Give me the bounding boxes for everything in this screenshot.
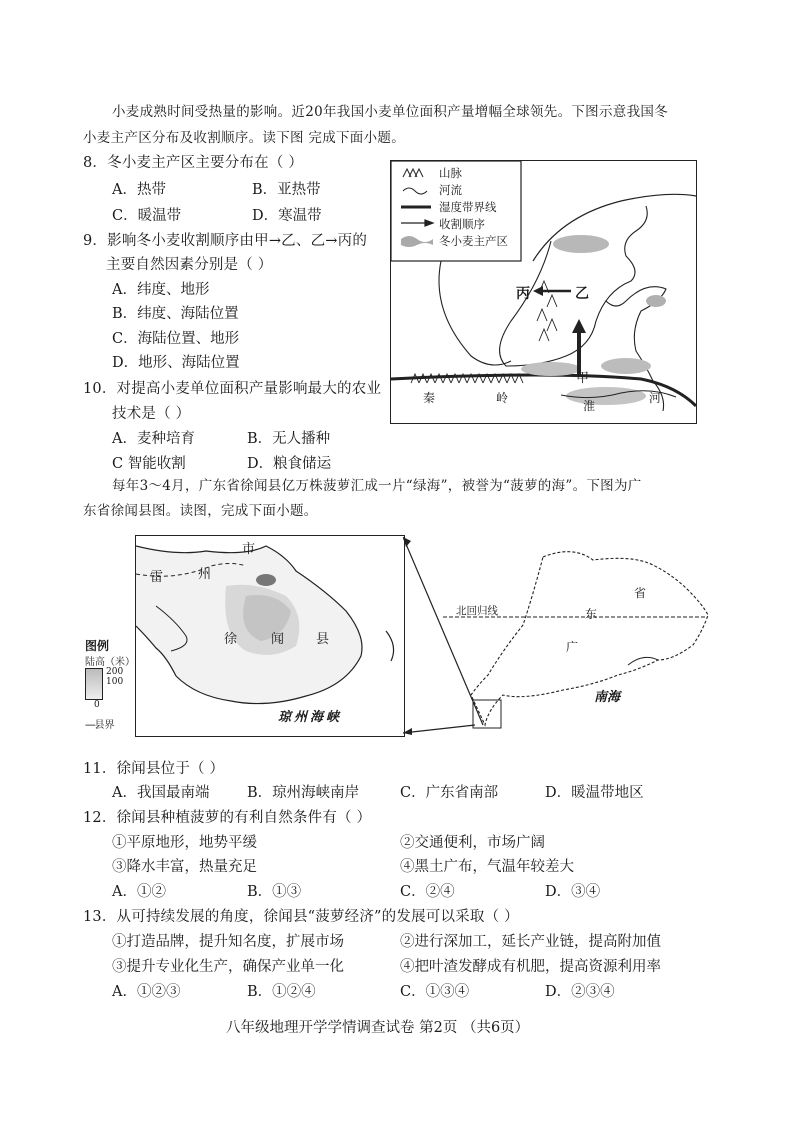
map2-legend-sub: 陆高（米） [85, 657, 135, 668]
q9-option-a[interactable]: A．纬度、地形 [112, 282, 210, 298]
q10-stem-line1: 10．对提高小麦单位面积产量影响最大的农业 [83, 381, 382, 397]
label-guang: 广 [566, 640, 579, 654]
q8-option-c[interactable]: C．暖温带 [112, 208, 182, 224]
label-ling: 岭 [496, 391, 509, 405]
q10-stem-line2: 技术是（ ） [112, 406, 191, 422]
q9-option-d[interactable]: D．地形、海陆位置 [112, 355, 240, 371]
q12-statement-3: ③降水丰富，热量充足 [112, 859, 257, 875]
q10-option-d[interactable]: D．粮食储运 [247, 456, 332, 472]
wheat-map-drawing [391, 161, 696, 423]
label-yi: 乙 [575, 286, 589, 302]
label-south-china-sea: 南海 [594, 690, 621, 705]
q11-option-c[interactable]: C．广东省南部 [400, 785, 499, 801]
label-sheng: 省 [634, 586, 647, 600]
legend-county-border: ----县界 [85, 720, 115, 731]
q13-statement-3: ③提升专业化生产，确保产业单一化 [112, 959, 344, 975]
q11-stem: 11．徐闻县位于（ ） [83, 761, 225, 777]
q11-option-d[interactable]: D．暖温带地区 [545, 785, 644, 801]
wheat-map [390, 160, 697, 424]
q11-option-a[interactable]: A．我国最南端 [112, 785, 210, 801]
q8-option-b[interactable]: B．亚热带 [252, 182, 321, 198]
q13-option-a[interactable]: A．①②③ [112, 984, 181, 1000]
intro2-line1: 每年3～4月，广东省徐闻县亿万株菠萝汇成一片“绿海”，被誉为“菠萝的海”。下图为广 [112, 478, 642, 494]
q9-stem-line1: 9．影响冬小麦收割顺序由甲→乙、乙→丙的 [83, 233, 368, 249]
q10-option-c[interactable]: C 智能收割 [112, 456, 186, 472]
xuwen-map-drawing [136, 536, 404, 736]
q13-statement-4: ④把叶渣发酵成有机肥，提高资源利用率 [400, 959, 661, 975]
q8-stem: 8．冬小麦主产区主要分布在（ ） [83, 155, 304, 171]
q9-option-c[interactable]: C．海陆位置、地形 [112, 331, 240, 347]
q10-option-a[interactable]: A．麦种培育 [112, 431, 195, 447]
q8-option-d[interactable]: D．寒温带 [252, 208, 322, 224]
q12-statement-2: ②交通便利，市场广阔 [400, 835, 545, 851]
legend-val-200: 200 [106, 667, 124, 677]
legend-harvest-order: 收割顺序 [439, 217, 485, 231]
label-tropic-of-cancer: 北回归线 [456, 605, 498, 617]
elevation-legend-swatch [85, 668, 103, 700]
guangdong-map [403, 535, 713, 735]
q12-option-c[interactable]: C．②④ [400, 884, 455, 900]
label-wen: 闻 [271, 632, 285, 647]
label-huai: 淮 [583, 399, 596, 413]
q13-statement-2: ②进行深加工，延长产业链，提高附加值 [400, 934, 661, 950]
q12-option-b[interactable]: B．①③ [247, 884, 302, 900]
q11-option-b[interactable]: B．琼州海峡南岸 [247, 785, 360, 801]
q13-statement-1: ①打造品牌，提升知名度，扩展市场 [112, 934, 344, 950]
q12-statement-1: ①平原地形，地势平缓 [112, 835, 257, 851]
map2-legend-title: 图例 [85, 639, 110, 653]
q9-option-b[interactable]: B．纬度、海陆位置 [112, 306, 239, 322]
q13-option-c[interactable]: C．①③④ [400, 984, 470, 1000]
label-qin: 秦 [423, 391, 436, 405]
legend-val-0: 0 [94, 700, 100, 710]
label-bing: 丙 [516, 286, 530, 302]
label-he: 河 [649, 391, 662, 405]
q13-option-b[interactable]: B．①②④ [247, 984, 316, 1000]
label-qiongzhou-strait: 琼州海峡 [278, 710, 343, 725]
legend-river: 河流 [439, 183, 462, 197]
label-shi: 市 [242, 542, 256, 557]
intro1-line1: 小麦成熟时间受热量的影响。近20年我国小麦单位面积产量增幅全球领先。下图示意我国冬 [112, 104, 668, 120]
label-lei: 雷 [150, 570, 164, 585]
q9-stem-line2: 主要自然因素分别是（ ） [106, 257, 273, 273]
q13-stem: 13．从可持续发展的角度，徐闻县“菠萝经济”的发展可以采取（ ） [83, 909, 519, 925]
legend-humidity-line: 湿度带界线 [439, 200, 497, 214]
q12-stem: 12．徐闻县种植菠萝的有利自然条件有（ ） [83, 810, 372, 826]
label-xian: 县 [316, 632, 330, 647]
legend-mountain: 山脉 [439, 166, 462, 180]
q8-option-a[interactable]: A．热带 [112, 182, 166, 198]
q12-option-a[interactable]: A．①② [112, 884, 166, 900]
label-zhou: 州 [198, 567, 212, 582]
xuwen-map [135, 535, 405, 737]
label-jia: 甲 [576, 371, 590, 386]
label-xu: 徐 [224, 632, 238, 647]
legend-val-100: 100 [106, 677, 124, 687]
q12-statement-4: ④黑土广布，气温年较差大 [400, 859, 574, 875]
legend-wheat-area: 冬小麦主产区 [439, 234, 508, 248]
q12-option-d[interactable]: D．③④ [545, 884, 601, 900]
q13-option-d[interactable]: D．②③④ [545, 984, 615, 1000]
intro1-line2: 小麦主产区分布及收割顺序。读下图 完成下面小题。 [83, 130, 405, 146]
page-footer: 八年级地理开学学情调查试卷 第2页 （共6页） [226, 1020, 530, 1036]
q10-option-b[interactable]: B．无人播种 [247, 431, 331, 447]
label-dong: 东 [585, 607, 598, 621]
intro2-line2: 东省徐闻县图。读图，完成下面小题。 [83, 503, 318, 519]
